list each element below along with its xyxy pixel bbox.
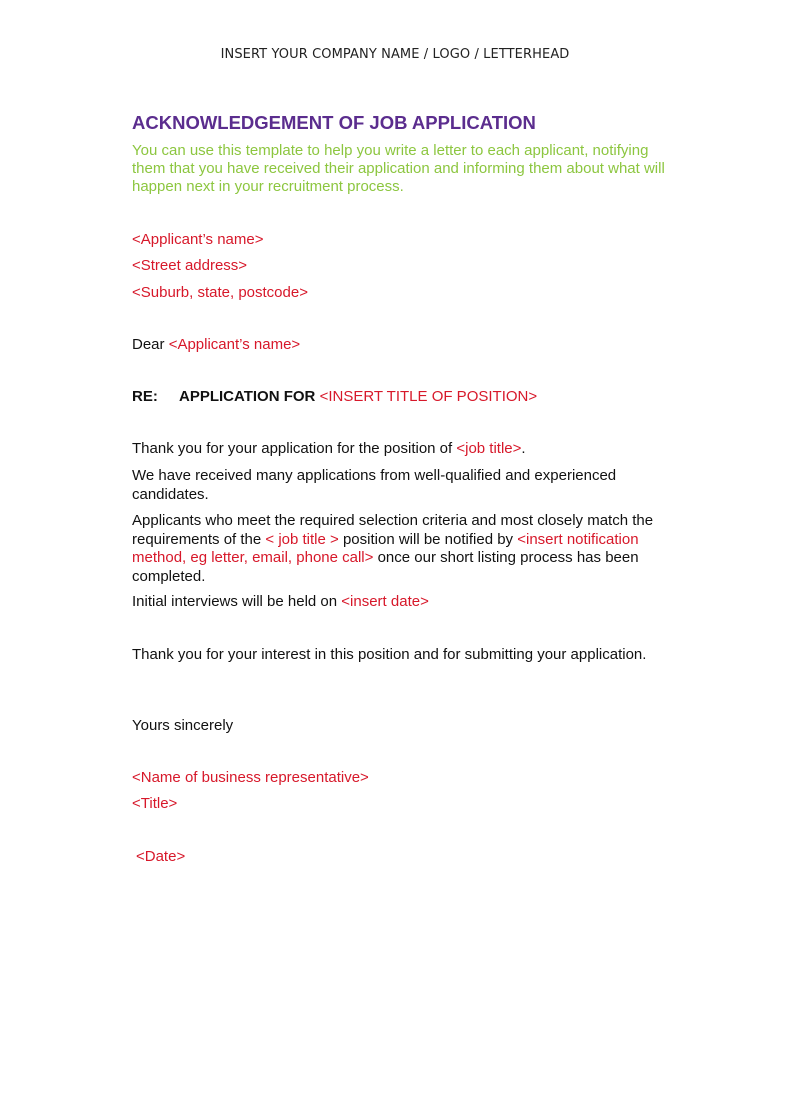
salutation-name: <Applicant’s name> (168, 336, 301, 353)
paragraph-text: . (521, 440, 526, 457)
subject-label: APPLICATION FOR (179, 388, 320, 405)
paragraph-text: Initial interviews will be held on (132, 593, 342, 610)
paragraph-selection (132, 512, 667, 586)
paragraph-thanks (132, 440, 526, 458)
salutation-prefix: Dear (132, 336, 169, 353)
paragraph-text: once our short listing process has been completed. (132, 549, 639, 585)
subject-re: RE: (132, 388, 158, 405)
letter-date: <Date> (136, 848, 186, 865)
representative-title: <Title> (132, 795, 178, 812)
template-instructions: You can use this template to help you write a letter to each applicant, notifying them that you have received their application and informing them about what will happen next in your recruitment process. (132, 142, 665, 195)
paragraph-text: Applicants who meet the required selection criteria and most closely match the requirements of the (132, 512, 654, 548)
letterhead: INSERT YOUR COMPANY NAME / LOGO / LETTERHEAD (220, 47, 570, 62)
date-placeholder: <insert date> (341, 593, 429, 610)
signoff: Yours sincerely (132, 717, 234, 734)
address-suburb: <Suburb, state, postcode> (132, 284, 308, 301)
address-name: <Applicant’s name> (132, 231, 264, 248)
subject-position-placeholder: <INSERT TITLE OF POSITION> (319, 388, 538, 405)
document-title: ACKNOWLEDGEMENT OF JOB APPLICATION (132, 112, 536, 133)
notification-method-placeholder: <insert notification method, eg letter, email, phone call> (132, 530, 639, 566)
salutation (132, 336, 300, 354)
representative-name: <Name of business representative> (132, 769, 369, 786)
job-title-placeholder: <job title> (456, 440, 522, 457)
paragraph-text: position will be notified by (338, 530, 518, 548)
address-street: <Street address> (132, 257, 248, 274)
job-title-placeholder: < job title > (265, 530, 339, 548)
paragraph-interviews (132, 593, 429, 611)
paragraph-received: We have received many applications from well-qualified and experienced candidates. (132, 467, 617, 503)
paragraph-text: Thank you for your application for the position of (132, 440, 457, 457)
subject-line (132, 388, 537, 406)
paragraph-interest: Thank you for your interest in this position and for submitting your application. (132, 646, 647, 663)
